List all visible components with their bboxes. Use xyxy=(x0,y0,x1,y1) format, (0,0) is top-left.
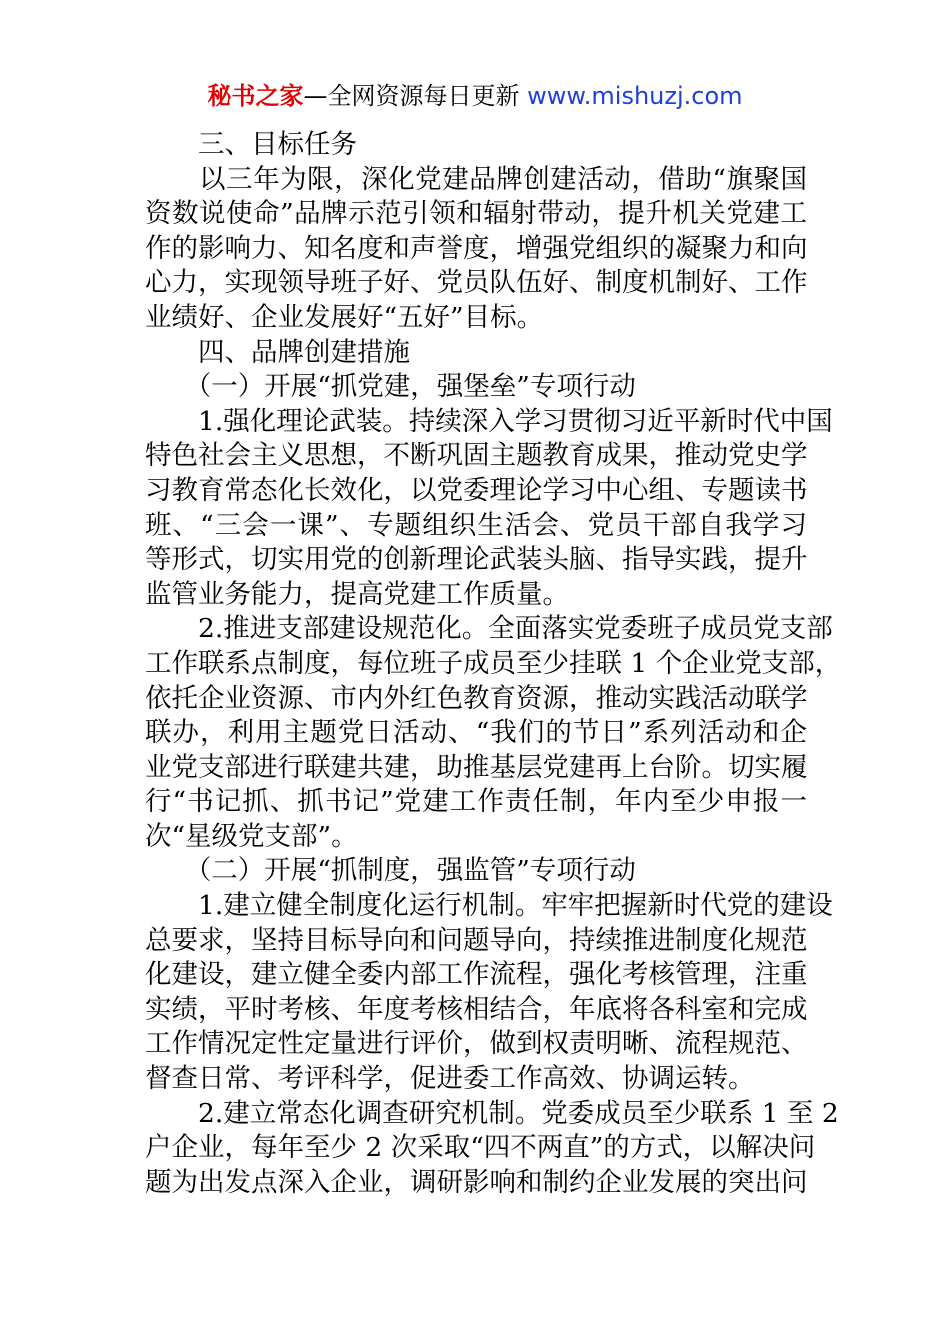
text-line: 化建设，建立健全委内部工作流程，强化考核管理，注重 xyxy=(145,959,808,991)
text-line: 题为出发点深入企业，调研影响和制约企业发展的突出问 xyxy=(145,1166,808,1198)
text-line: 业绩好、企业发展好“五好”目标。 xyxy=(145,301,544,333)
text-line: 次“星级党支部”。 xyxy=(145,820,358,852)
text-line: 1.强化理论武装。持续深入学习贯彻习近平新时代中国 xyxy=(145,405,833,437)
brand-name: 秘书之家 xyxy=(207,82,304,110)
text-line: 工作联系点制度，每位班子成员至少挂联 1 个企业党支部， xyxy=(145,647,842,679)
site-header xyxy=(0,78,950,114)
text-line: （二）开展“抓制度，强监管”专项行动 xyxy=(145,855,636,887)
text-line: 总要求，坚持目标导向和问题导向，持续推进制度化规范 xyxy=(145,924,808,956)
header-slogan: —全网资源每日更新 xyxy=(303,82,528,110)
text-line: 行“书记抓、抓书记”党建工作责任制，年内至少申报一 xyxy=(145,786,807,818)
text-line: 业党支部进行联建共建，助推基层党建再上台阶。切实履 xyxy=(145,751,808,783)
text-line: 监管业务能力，提高党建工作质量。 xyxy=(145,578,569,610)
text-line: 四、品牌创建措施 xyxy=(145,336,410,368)
text-line: 心力，实现领导班子好、党员队伍好、制度机制好、工作 xyxy=(145,267,808,299)
text-line: 联办，利用主题党日活动、“我们的节日”系列活动和企 xyxy=(145,717,807,749)
text-line: 工作情况定性定量进行评价，做到权责明晰、流程规范、 xyxy=(145,1028,808,1060)
text-line: 习教育常态化长效化，以党委理论学习中心组、专题读书 xyxy=(145,474,808,506)
document-body xyxy=(145,128,842,1200)
text-line: 2.推进支部建设规范化。全面落实党委班子成员党支部 xyxy=(145,613,833,645)
text-line: （一）开展“抓党建，强堡垒”专项行动 xyxy=(145,371,636,403)
text-line: 作的影响力、知名度和声誉度，增强党组织的凝聚力和向 xyxy=(145,232,808,264)
text-line: 资数说使命”品牌示范引领和辐射带动，提升机关党建工 xyxy=(145,198,807,230)
text-line: 特色社会主义思想，不断巩固主题教育成果，推动党史学 xyxy=(145,440,808,472)
text-line: 2.建立常态化调查研究机制。党委成员至少联系 1 至 2 xyxy=(145,1097,839,1129)
site-url-link[interactable]: www.mishuzj.com xyxy=(527,82,743,110)
text-line: 依托企业资源、市内外红色教育资源，推动实践活动联学 xyxy=(145,682,808,714)
text-line: 1.建立健全制度化运行机制。牢牢把握新时代党的建设 xyxy=(145,890,833,922)
text-line: 督查日常、考评科学，促进委工作高效、协调运转。 xyxy=(145,1063,755,1095)
text-line: 以三年为限，深化党建品牌创建活动，借助“旗聚国 xyxy=(145,163,807,195)
text-line: 户企业，每年至少 2 次采取“四不两直”的方式，以解决问 xyxy=(145,1132,816,1164)
text-line: 班、“三会一课”、专题组织生活会、党员干部自我学习 xyxy=(145,509,807,541)
text-line: 实绩，平时考核、年度考核相结合，年底将各科室和完成 xyxy=(145,993,808,1025)
text-line: 三、目标任务 xyxy=(145,129,357,160)
text-line: 等形式，切实用党的创新理论武装头脑、指导实践，提升 xyxy=(145,544,808,576)
